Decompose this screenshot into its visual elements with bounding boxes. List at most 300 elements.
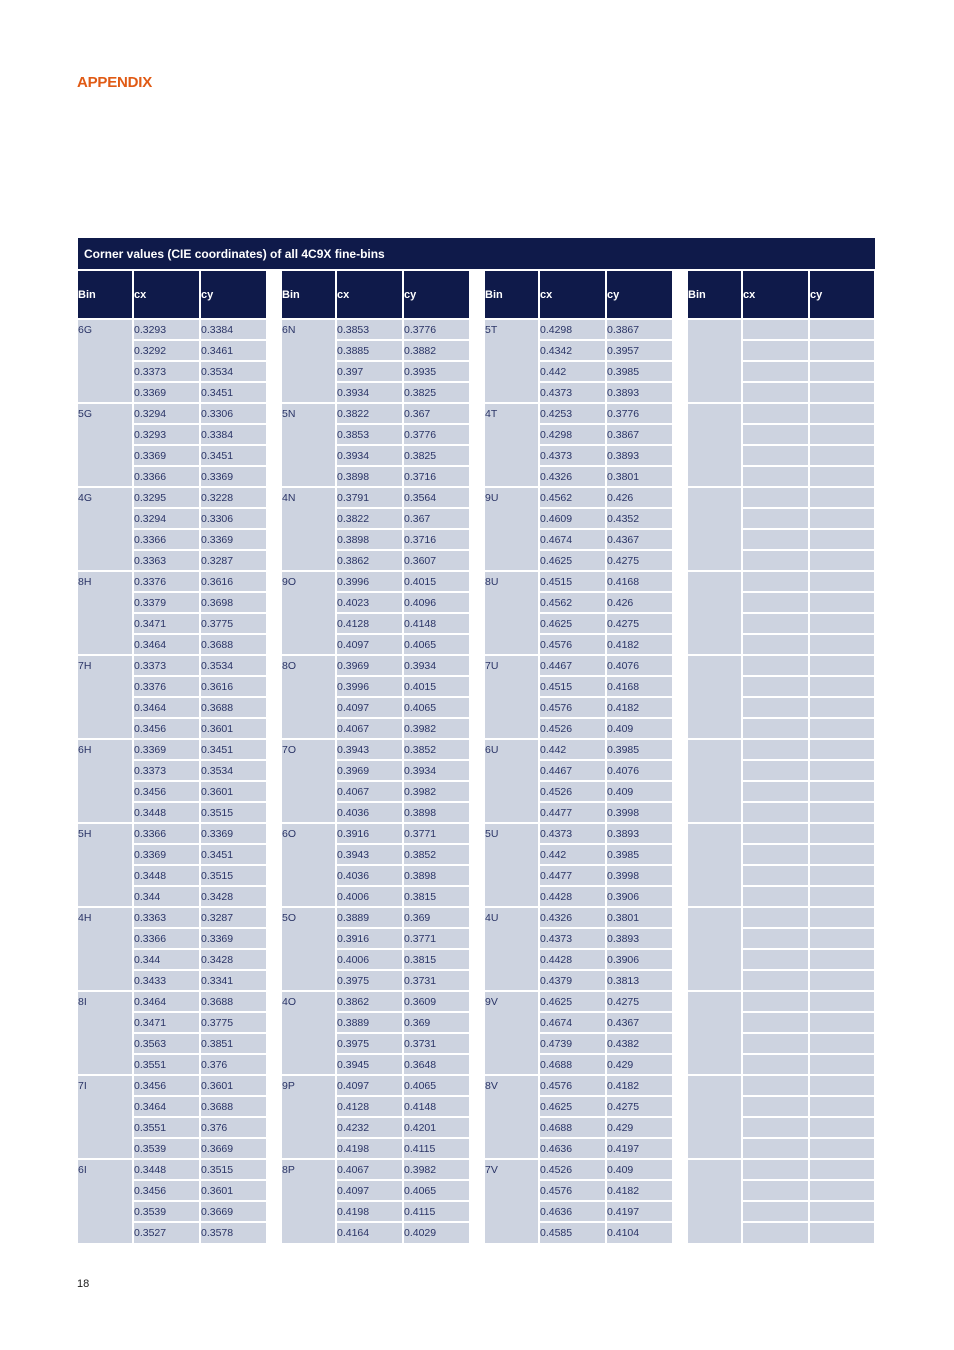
- cy-cell: 0.3616: [200, 676, 267, 697]
- cy-cell: 0.4367: [606, 1012, 673, 1033]
- cx-cell: 0.3433: [133, 970, 200, 991]
- cx-cell: 0.3464: [133, 634, 200, 655]
- cx-cell: 0.442: [539, 844, 606, 865]
- bin-cell: 8H: [78, 571, 133, 655]
- cx-cell: 0.4609: [539, 508, 606, 529]
- cx-cell: [742, 844, 809, 865]
- cy-cell: 0.3867: [606, 424, 673, 445]
- column-gap: [673, 487, 687, 571]
- cx-cell: 0.3366: [133, 529, 200, 550]
- cx-cell: 0.3945: [336, 1054, 403, 1075]
- cx-cell: 0.3373: [133, 760, 200, 781]
- cy-cell: [809, 445, 875, 466]
- cy-cell: 0.3428: [200, 886, 267, 907]
- cy-cell: 0.429: [606, 1117, 673, 1138]
- column-gap: [470, 991, 484, 1075]
- cx-cell: 0.3369: [133, 445, 200, 466]
- cx-cell: 0.4298: [539, 319, 606, 340]
- cy-cell: [809, 1201, 875, 1222]
- cx-cell: 0.4298: [539, 424, 606, 445]
- cx-cell: 0.3366: [133, 823, 200, 844]
- column-header-cx: cx: [742, 271, 809, 319]
- cy-cell: 0.4168: [606, 571, 673, 592]
- cx-cell: 0.4576: [539, 634, 606, 655]
- cx-cell: 0.3448: [133, 1159, 200, 1180]
- column-gap: [470, 655, 484, 739]
- cy-cell: [809, 1096, 875, 1117]
- cx-cell: [742, 802, 809, 823]
- cx-cell: 0.4674: [539, 529, 606, 550]
- cy-cell: 0.3985: [606, 739, 673, 760]
- cx-cell: 0.442: [539, 739, 606, 760]
- cx-cell: 0.4625: [539, 1096, 606, 1117]
- cx-cell: 0.4067: [336, 718, 403, 739]
- cy-cell: [809, 508, 875, 529]
- cx-cell: 0.3539: [133, 1138, 200, 1159]
- cy-cell: [809, 592, 875, 613]
- cy-cell: 0.4015: [403, 571, 470, 592]
- cy-cell: 0.3451: [200, 445, 267, 466]
- cx-cell: [742, 571, 809, 592]
- cy-cell: 0.3287: [200, 907, 267, 928]
- cx-cell: 0.3889: [336, 1012, 403, 1033]
- bin-cell: [687, 907, 742, 991]
- cy-cell: 0.4076: [606, 655, 673, 676]
- cx-cell: 0.4097: [336, 697, 403, 718]
- column-gap: [470, 907, 484, 991]
- cx-cell: 0.3527: [133, 1222, 200, 1243]
- cy-cell: 0.3228: [200, 487, 267, 508]
- table-row: [78, 403, 875, 424]
- cy-cell: 0.3688: [200, 634, 267, 655]
- column-gap: [470, 571, 484, 655]
- cy-cell: 0.3998: [606, 865, 673, 886]
- cy-cell: 0.4367: [606, 529, 673, 550]
- cy-cell: 0.3934: [403, 655, 470, 676]
- column-header-cx: cx: [539, 271, 606, 319]
- cx-cell: 0.4164: [336, 1222, 403, 1243]
- cy-cell: 0.3882: [403, 340, 470, 361]
- column-gap: [673, 403, 687, 487]
- cy-cell: 0.3775: [200, 1012, 267, 1033]
- cy-cell: 0.3306: [200, 508, 267, 529]
- cx-cell: 0.4674: [539, 1012, 606, 1033]
- cx-cell: 0.4067: [336, 781, 403, 802]
- cy-cell: 0.4182: [606, 634, 673, 655]
- cy-cell: 0.3851: [200, 1033, 267, 1054]
- cy-cell: 0.409: [606, 781, 673, 802]
- cx-cell: 0.4097: [336, 1180, 403, 1201]
- column-gap: [267, 907, 281, 991]
- cx-cell: 0.3363: [133, 907, 200, 928]
- cy-cell: [809, 697, 875, 718]
- cy-cell: 0.4148: [403, 1096, 470, 1117]
- cy-cell: [809, 529, 875, 550]
- cy-cell: 0.4197: [606, 1201, 673, 1222]
- cy-cell: [809, 823, 875, 844]
- column-header-cx: cx: [133, 271, 200, 319]
- bin-cell: [687, 991, 742, 1075]
- cy-cell: 0.3716: [403, 466, 470, 487]
- cy-cell: 0.4275: [606, 1096, 673, 1117]
- cy-cell: 0.4115: [403, 1138, 470, 1159]
- table-title: Corner values (CIE coordinates) of all 4C9X fine-bins: [78, 238, 875, 271]
- cy-cell: 0.3451: [200, 739, 267, 760]
- cx-cell: [742, 928, 809, 949]
- column-gap: [267, 487, 281, 571]
- cy-cell: 0.4182: [606, 1180, 673, 1201]
- cy-cell: 0.4275: [606, 613, 673, 634]
- cx-cell: 0.4636: [539, 1201, 606, 1222]
- bin-cell: 6U: [484, 739, 539, 823]
- cy-cell: 0.3451: [200, 382, 267, 403]
- cy-cell: 0.3609: [403, 991, 470, 1012]
- cx-cell: 0.3366: [133, 466, 200, 487]
- bin-cell: 8I: [78, 991, 133, 1075]
- cy-cell: 0.3287: [200, 550, 267, 571]
- cx-cell: 0.344: [133, 949, 200, 970]
- cx-cell: [742, 697, 809, 718]
- cx-cell: 0.3943: [336, 739, 403, 760]
- column-gap: [267, 319, 281, 403]
- cy-cell: 0.3815: [403, 886, 470, 907]
- cx-cell: 0.3898: [336, 466, 403, 487]
- cx-cell: [742, 865, 809, 886]
- table-row: [78, 319, 875, 340]
- cx-cell: [742, 508, 809, 529]
- cx-cell: 0.3456: [133, 1180, 200, 1201]
- bin-cell: 7V: [484, 1159, 539, 1243]
- cy-cell: [809, 424, 875, 445]
- column-gap: [470, 403, 484, 487]
- column-header-cx: cx: [336, 271, 403, 319]
- cy-cell: 0.4029: [403, 1222, 470, 1243]
- cx-cell: 0.3822: [336, 508, 403, 529]
- cx-cell: 0.3934: [336, 445, 403, 466]
- cx-cell: 0.4373: [539, 445, 606, 466]
- cy-cell: 0.3428: [200, 949, 267, 970]
- cy-cell: 0.4201: [403, 1117, 470, 1138]
- cy-cell: 0.4182: [606, 1075, 673, 1096]
- cx-cell: 0.3791: [336, 487, 403, 508]
- cy-cell: [809, 781, 875, 802]
- cy-cell: 0.4065: [403, 1180, 470, 1201]
- cy-cell: 0.409: [606, 718, 673, 739]
- cy-cell: 0.3867: [606, 319, 673, 340]
- bin-cell: [687, 487, 742, 571]
- bin-cell: 6G: [78, 319, 133, 403]
- column-gap: [267, 823, 281, 907]
- bin-cell: [687, 571, 742, 655]
- cy-cell: 0.3716: [403, 529, 470, 550]
- cx-cell: [742, 718, 809, 739]
- cy-cell: [809, 1159, 875, 1180]
- column-gap: [470, 1075, 484, 1159]
- cy-cell: [809, 319, 875, 340]
- cy-cell: 0.429: [606, 1054, 673, 1075]
- cx-cell: 0.3969: [336, 655, 403, 676]
- column-gap: [673, 319, 687, 403]
- cx-cell: [742, 676, 809, 697]
- cx-cell: 0.3862: [336, 550, 403, 571]
- cy-cell: 0.3341: [200, 970, 267, 991]
- table-row: [78, 739, 875, 760]
- cx-cell: 0.3471: [133, 613, 200, 634]
- cx-cell: [742, 466, 809, 487]
- cx-cell: [742, 907, 809, 928]
- column-gap: [673, 1159, 687, 1243]
- cx-cell: 0.4739: [539, 1033, 606, 1054]
- column-gap: [673, 907, 687, 991]
- cy-cell: 0.3616: [200, 571, 267, 592]
- cx-cell: 0.4006: [336, 886, 403, 907]
- column-gap: [470, 319, 484, 403]
- cx-cell: 0.3975: [336, 1033, 403, 1054]
- cx-cell: [742, 1054, 809, 1075]
- cy-cell: [809, 1012, 875, 1033]
- cy-cell: 0.4015: [403, 676, 470, 697]
- cy-cell: [809, 676, 875, 697]
- cx-cell: 0.3975: [336, 970, 403, 991]
- cx-cell: [742, 613, 809, 634]
- cx-cell: [742, 445, 809, 466]
- cy-cell: 0.3601: [200, 1180, 267, 1201]
- cx-cell: [742, 970, 809, 991]
- cy-cell: 0.3369: [200, 466, 267, 487]
- cx-cell: [742, 634, 809, 655]
- column-gap: [673, 991, 687, 1075]
- cx-cell: 0.3369: [133, 844, 200, 865]
- cx-cell: [742, 487, 809, 508]
- bin-cell: 6I: [78, 1159, 133, 1243]
- cx-cell: 0.3369: [133, 739, 200, 760]
- cx-cell: [742, 949, 809, 970]
- cx-cell: 0.3448: [133, 802, 200, 823]
- column-header-cy: cy: [606, 271, 673, 319]
- cx-cell: 0.3539: [133, 1201, 200, 1222]
- cy-cell: [809, 1075, 875, 1096]
- cx-cell: 0.3969: [336, 760, 403, 781]
- cx-cell: 0.4636: [539, 1138, 606, 1159]
- cx-cell: 0.3373: [133, 361, 200, 382]
- column-gap: [267, 271, 281, 319]
- table-body: [78, 319, 875, 1243]
- cy-cell: 0.3776: [606, 403, 673, 424]
- table-row: [78, 991, 875, 1012]
- bin-cell: 6H: [78, 739, 133, 823]
- bin-cell: 6O: [281, 823, 336, 907]
- cx-cell: 0.4562: [539, 487, 606, 508]
- cx-cell: 0.4326: [539, 466, 606, 487]
- cy-cell: 0.3669: [200, 1201, 267, 1222]
- cy-cell: [809, 928, 875, 949]
- page-number: 18: [77, 1278, 90, 1290]
- cx-cell: 0.4526: [539, 781, 606, 802]
- cx-cell: [742, 1117, 809, 1138]
- cy-cell: [809, 991, 875, 1012]
- cy-cell: 0.4096: [403, 592, 470, 613]
- cx-cell: [742, 382, 809, 403]
- cy-cell: 0.4168: [606, 676, 673, 697]
- table-row: [78, 1159, 875, 1180]
- cy-cell: [809, 634, 875, 655]
- cx-cell: 0.4428: [539, 949, 606, 970]
- cy-cell: [809, 1222, 875, 1243]
- cy-cell: [809, 886, 875, 907]
- cy-cell: [809, 802, 875, 823]
- bin-cell: 9V: [484, 991, 539, 1075]
- cy-cell: 0.3771: [403, 823, 470, 844]
- cx-cell: 0.4023: [336, 592, 403, 613]
- cy-cell: 0.409: [606, 1159, 673, 1180]
- cx-cell: [742, 319, 809, 340]
- column-gap: [673, 739, 687, 823]
- column-gap: [267, 403, 281, 487]
- cy-cell: 0.3906: [606, 886, 673, 907]
- cx-cell: [742, 991, 809, 1012]
- column-gap: [267, 571, 281, 655]
- cy-cell: 0.4382: [606, 1033, 673, 1054]
- cy-cell: 0.3515: [200, 1159, 267, 1180]
- cx-cell: 0.4097: [336, 1075, 403, 1096]
- cy-cell: 0.3601: [200, 781, 267, 802]
- cy-cell: 0.3461: [200, 340, 267, 361]
- cx-cell: 0.3862: [336, 991, 403, 1012]
- cx-cell: 0.4526: [539, 718, 606, 739]
- cx-cell: 0.3898: [336, 529, 403, 550]
- cx-cell: 0.3853: [336, 319, 403, 340]
- bin-cell: 9O: [281, 571, 336, 655]
- cy-cell: 0.3935: [403, 361, 470, 382]
- cy-cell: 0.3982: [403, 781, 470, 802]
- cx-cell: [742, 1096, 809, 1117]
- cy-cell: 0.3688: [200, 1096, 267, 1117]
- cx-cell: 0.344: [133, 886, 200, 907]
- cx-cell: 0.3448: [133, 865, 200, 886]
- cy-cell: 0.3985: [606, 361, 673, 382]
- bin-cell: 7U: [484, 655, 539, 739]
- cx-cell: 0.4688: [539, 1117, 606, 1138]
- cx-cell: 0.3293: [133, 319, 200, 340]
- cy-cell: 0.3982: [403, 1159, 470, 1180]
- cy-cell: 0.3852: [403, 739, 470, 760]
- cx-cell: 0.4477: [539, 865, 606, 886]
- cy-cell: 0.3601: [200, 718, 267, 739]
- bin-cell: 8V: [484, 1075, 539, 1159]
- cx-cell: [742, 1138, 809, 1159]
- cx-cell: 0.4198: [336, 1201, 403, 1222]
- cx-cell: 0.3363: [133, 550, 200, 571]
- bin-cell: 6N: [281, 319, 336, 403]
- cy-cell: [809, 865, 875, 886]
- bin-cell: 7I: [78, 1075, 133, 1159]
- cy-cell: 0.3515: [200, 802, 267, 823]
- cy-cell: 0.3369: [200, 928, 267, 949]
- cx-cell: 0.3295: [133, 487, 200, 508]
- cy-cell: 0.3601: [200, 1075, 267, 1096]
- cx-cell: [742, 550, 809, 571]
- bin-cell: [687, 319, 742, 403]
- cx-cell: 0.3464: [133, 1096, 200, 1117]
- cy-cell: 0.3534: [200, 361, 267, 382]
- cy-cell: 0.3801: [606, 907, 673, 928]
- cx-cell: 0.4576: [539, 697, 606, 718]
- column-gap: [267, 739, 281, 823]
- cy-cell: 0.3771: [403, 928, 470, 949]
- cy-cell: 0.3669: [200, 1138, 267, 1159]
- cy-cell: 0.3578: [200, 1222, 267, 1243]
- cx-cell: 0.4036: [336, 865, 403, 886]
- cy-cell: 0.3893: [606, 382, 673, 403]
- cy-cell: 0.3898: [403, 802, 470, 823]
- cy-cell: [809, 403, 875, 424]
- bin-cell: 4H: [78, 907, 133, 991]
- cy-cell: [809, 1054, 875, 1075]
- column-header-bin: Bin: [281, 271, 336, 319]
- column-header-bin: Bin: [78, 271, 133, 319]
- cy-cell: [809, 613, 875, 634]
- cx-cell: 0.3373: [133, 655, 200, 676]
- cx-cell: 0.4006: [336, 949, 403, 970]
- cx-cell: 0.3471: [133, 1012, 200, 1033]
- cx-cell: 0.4562: [539, 592, 606, 613]
- cy-cell: 0.3893: [606, 928, 673, 949]
- cy-cell: 0.3801: [606, 466, 673, 487]
- cx-cell: [742, 1180, 809, 1201]
- cx-cell: 0.4625: [539, 550, 606, 571]
- bin-cell: 4T: [484, 403, 539, 487]
- cx-cell: 0.4515: [539, 676, 606, 697]
- column-gap: [470, 271, 484, 319]
- table-row: [78, 655, 875, 676]
- cy-cell: 0.4197: [606, 1138, 673, 1159]
- column-gap: [267, 1075, 281, 1159]
- cy-cell: 0.369: [403, 1012, 470, 1033]
- cy-cell: 0.3534: [200, 655, 267, 676]
- cy-cell: 0.3985: [606, 844, 673, 865]
- cx-cell: 0.4576: [539, 1180, 606, 1201]
- cx-cell: 0.3916: [336, 928, 403, 949]
- cx-cell: 0.4625: [539, 613, 606, 634]
- cy-cell: 0.4115: [403, 1201, 470, 1222]
- cy-cell: 0.3775: [200, 613, 267, 634]
- cy-cell: 0.376: [200, 1054, 267, 1075]
- column-gap: [470, 1159, 484, 1243]
- cy-cell: 0.3898: [403, 865, 470, 886]
- cy-cell: 0.3698: [200, 592, 267, 613]
- bin-cell: 8O: [281, 655, 336, 739]
- cy-cell: 0.3384: [200, 319, 267, 340]
- cy-cell: 0.3384: [200, 424, 267, 445]
- cy-cell: [809, 1180, 875, 1201]
- cx-cell: [742, 823, 809, 844]
- column-gap: [673, 823, 687, 907]
- cy-cell: 0.3451: [200, 844, 267, 865]
- cy-cell: 0.3825: [403, 382, 470, 403]
- cy-cell: [809, 655, 875, 676]
- cx-cell: 0.4232: [336, 1117, 403, 1138]
- bin-cell: 5G: [78, 403, 133, 487]
- cx-cell: 0.3822: [336, 403, 403, 424]
- cx-cell: 0.4373: [539, 928, 606, 949]
- cx-cell: [742, 739, 809, 760]
- cx-cell: 0.4467: [539, 655, 606, 676]
- cy-cell: 0.3906: [606, 949, 673, 970]
- cy-cell: 0.4275: [606, 550, 673, 571]
- cx-cell: 0.3294: [133, 403, 200, 424]
- cy-cell: 0.4065: [403, 634, 470, 655]
- cy-cell: 0.3934: [403, 760, 470, 781]
